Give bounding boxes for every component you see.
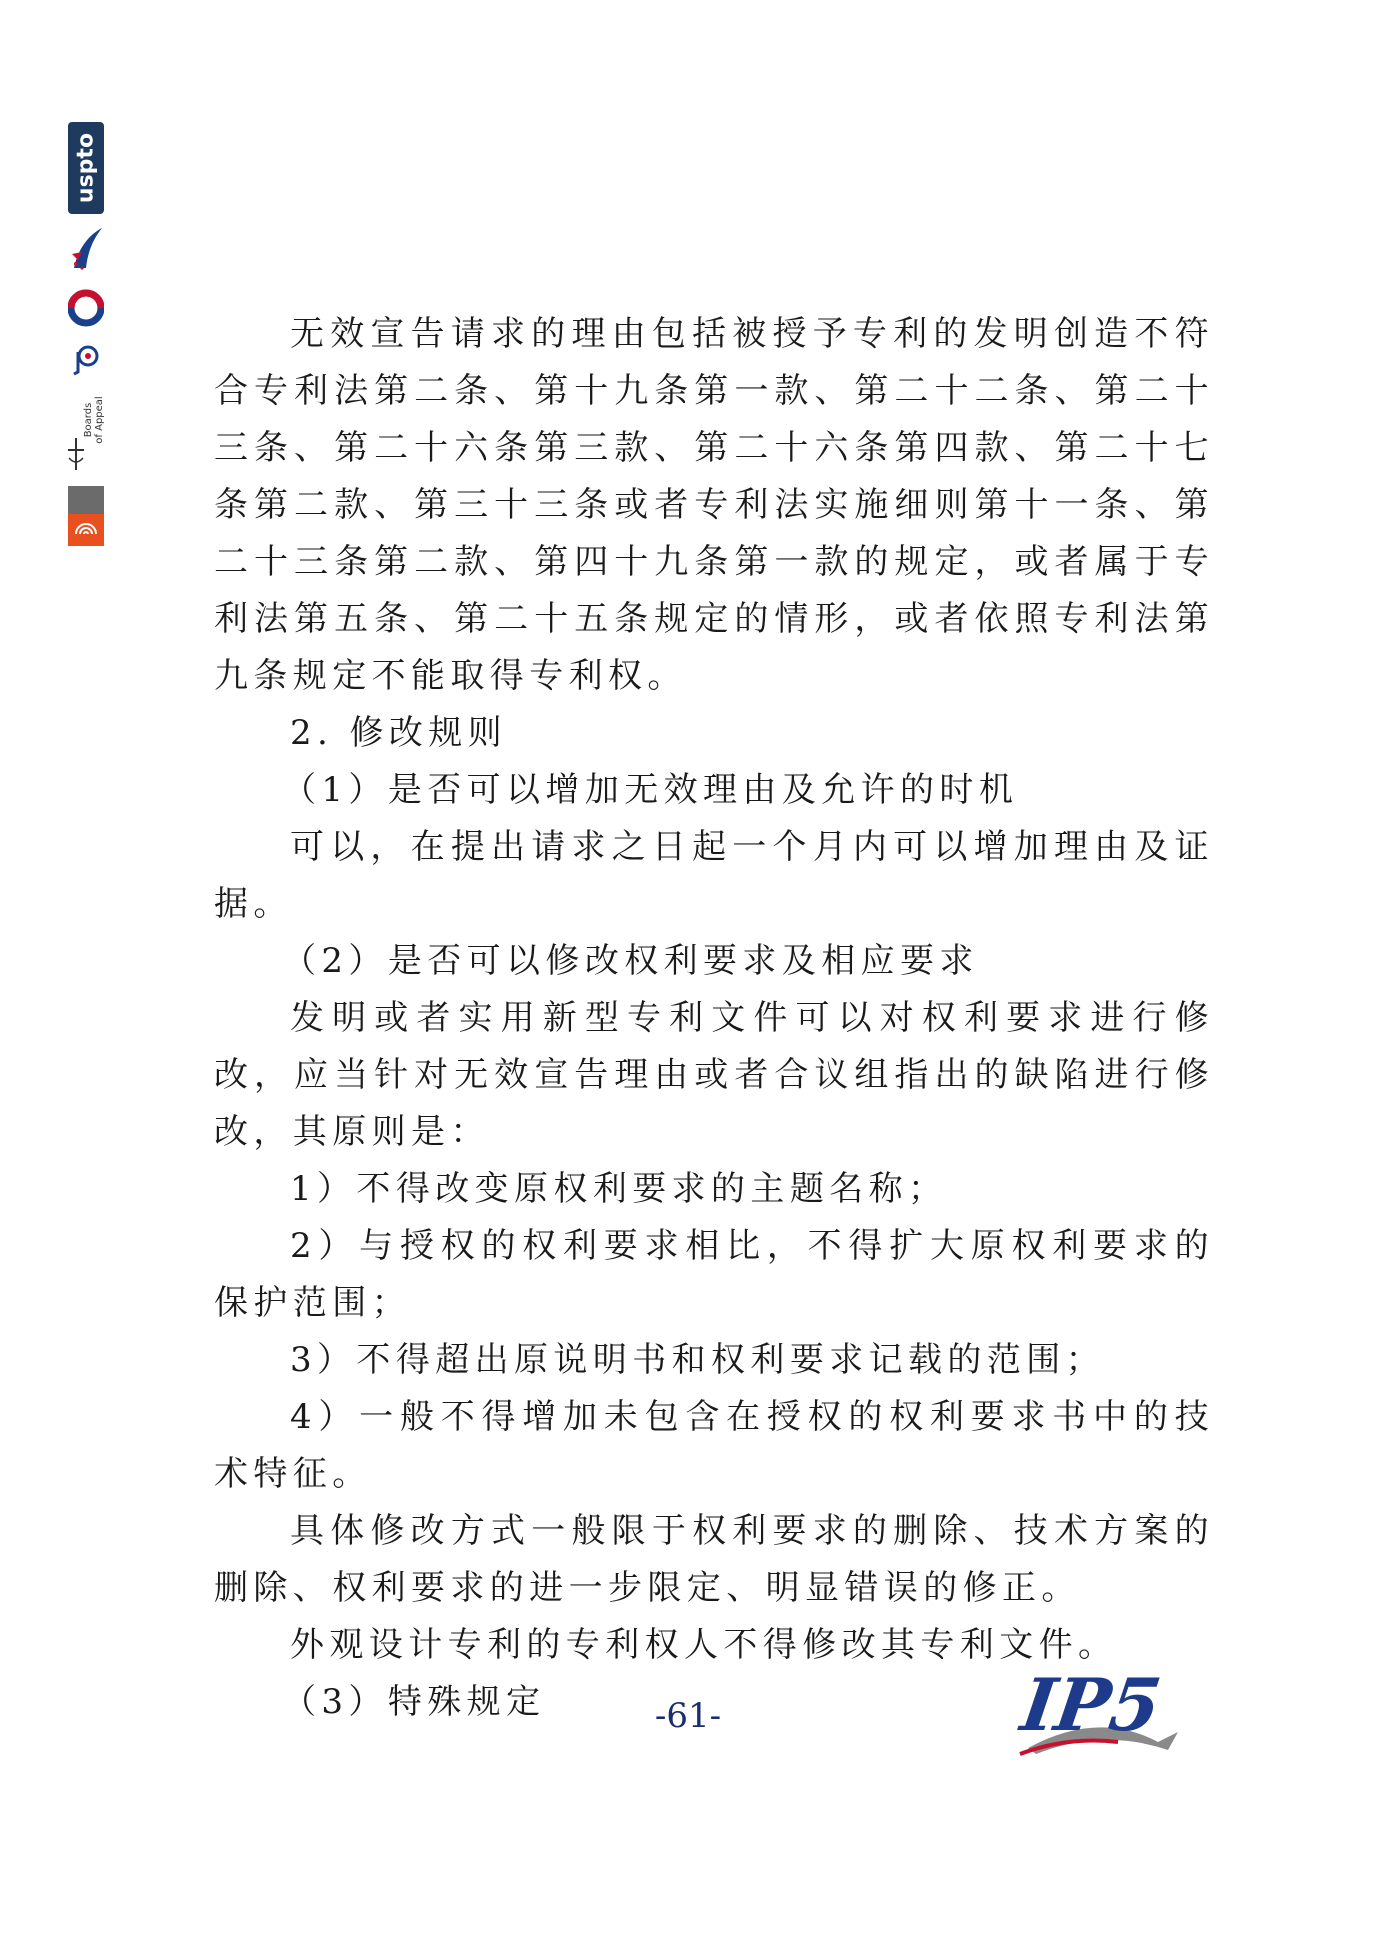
subheading-add-grounds: （1）是否可以增加无效理由及允许的时机 bbox=[282, 770, 1019, 810]
subheading-amend-claims: （2）是否可以修改权利要求及相应要求 bbox=[282, 941, 979, 981]
jpo-logo-icon bbox=[68, 342, 104, 378]
kipo-logo-icon bbox=[68, 288, 104, 328]
list-item-principle-4: 4）一般不得增加未包含在授权的权利要求书中的技术特征。 bbox=[214, 1397, 1214, 1494]
uspto-logo-text: uspto bbox=[73, 132, 99, 204]
uspto-logo bbox=[68, 122, 104, 214]
epo-fingerprint-icon bbox=[72, 516, 100, 544]
document-body bbox=[214, 306, 1214, 1731]
list-item-principle-3: 3）不得超出原说明书和权利要求记载的范围； bbox=[290, 1340, 1106, 1380]
boards-of-appeal-text: Boards of Appeal bbox=[83, 396, 105, 444]
ip5-logo-text: IP5 bbox=[1016, 1663, 1167, 1748]
list-item-principle-1: 1）不得改变原权利要求的主题名称； bbox=[290, 1169, 948, 1209]
page-number: -61- bbox=[654, 1696, 722, 1736]
ip5-logo bbox=[1008, 1650, 1198, 1770]
paragraph-amendment-methods: 具体修改方式一般限于权利要求的删除、技术方案的删除、权利要求的进一步限定、明显错误的修正。 bbox=[214, 1511, 1214, 1608]
list-item-principle-2: 2）与授权的权利要求相比，不得扩大原权利要求的保护范围； bbox=[214, 1226, 1214, 1323]
epo-logo-top bbox=[68, 486, 104, 514]
cnipa-logo-icon bbox=[68, 224, 104, 272]
paragraph-amend-claims-principles: 发明或者实用新型专利文件可以对权利要求进行修改，应当针对无效宣告理由或者合议组指出的缺陷进行修改，其原则是： bbox=[214, 998, 1214, 1152]
boards-of-appeal-logo bbox=[66, 390, 106, 472]
partner-logo-strip bbox=[66, 122, 106, 552]
ip5-logo-icon bbox=[1008, 1650, 1198, 1770]
paragraph-invalidation-grounds: 无效宣告请求的理由包括被授予专利的发明创造不符合专利法第二条、第十九条第一款、第二十二条、第二十三条、第二十六条第三款、第二十六条第四款、第二十七条第二款、第三十三条或者专利法实施细则第十一条、第二十三条第二款、第四十九条第一款的规定，或者属于专利法第五条、第二十五条规定的情形，或者依照专利法第九条规定不能取得专利权。 bbox=[214, 314, 1214, 696]
paragraph-add-grounds-answer: 可以，在提出请求之日起一个月内可以增加理由及证据。 bbox=[214, 827, 1214, 924]
epo-logo bbox=[68, 486, 104, 546]
subheading-special-provisions: （3）特殊规定 bbox=[282, 1682, 546, 1722]
heading-amendment-rules: 2. 修改规则 bbox=[290, 713, 508, 753]
paragraph-design-patent: 外观设计专利的专利权人不得修改其专利文件。 bbox=[290, 1625, 1118, 1665]
